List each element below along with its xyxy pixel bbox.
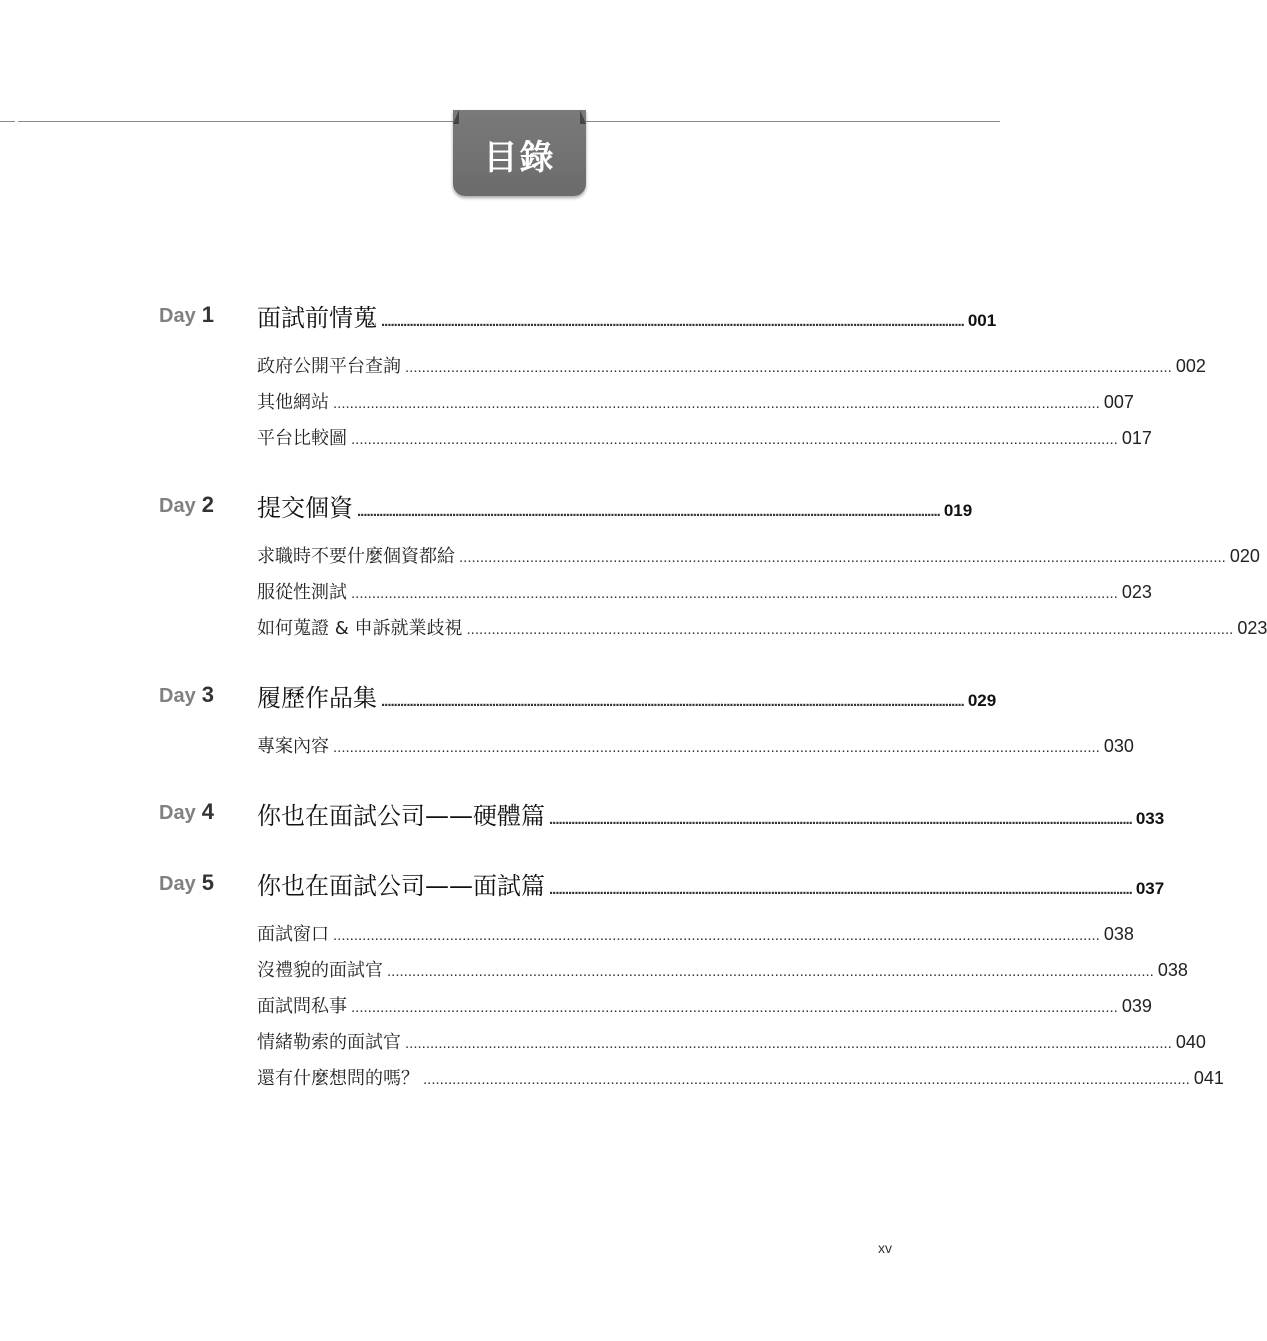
page-title: 目錄 <box>483 137 556 178</box>
toc-chapter-entry[interactable]: 你也在面試公司——面試篇 ........................................................................................................................................................................................ 037 <box>257 872 1165 900</box>
toc-section-entry[interactable]: 面試問私事 ........................................................................................................................................................................................ 039 <box>257 996 1152 1017</box>
toc-section-entry[interactable]: 專案內容 ........................................................................................................................................................................................ 030 <box>257 736 1134 757</box>
page-number: xv <box>878 1240 892 1256</box>
day-label-3: Day 3 <box>159 682 214 707</box>
toc-chapter-entry[interactable]: 履歷作品集 ........................................................................................................................................................................................ 029 <box>257 684 997 712</box>
toc-section-entry[interactable]: 平台比較圖 ........................................................................................................................................................................................ 017 <box>257 428 1152 449</box>
header-rule-middle <box>18 121 458 122</box>
header-rule-left <box>0 121 15 122</box>
day-label-5: Day 5 <box>159 870 214 895</box>
day-label-2: Day 2 <box>159 492 214 517</box>
toc-section-entry[interactable]: 政府公開平台查詢 ........................................................................................................................................................................................ 002 <box>257 356 1206 377</box>
toc-section-entry[interactable]: 如何蒐證 & 申訴就業歧視 ........................................................................................................................................................................................ 023 <box>257 618 1267 639</box>
toc-section-entry[interactable]: 求職時不要什麼個資都給 ........................................................................................................................................................................................ 020 <box>257 546 1260 567</box>
day-label-4: Day 4 <box>159 799 214 824</box>
header-rule-right <box>582 121 1000 122</box>
toc-section-entry[interactable]: 情緒勒索的面試官 ........................................................................................................................................................................................ 040 <box>257 1032 1206 1053</box>
toc-section-entry[interactable]: 還有什麼想問的嗎？ ........................................................................................................................................................................................ 041 <box>257 1068 1224 1089</box>
toc-section-entry[interactable]: 沒禮貌的面試官 ........................................................................................................................................................................................ 038 <box>257 960 1188 981</box>
toc-section-entry[interactable]: 面試窗口 ........................................................................................................................................................................................ 038 <box>257 924 1134 945</box>
toc-chapter-entry[interactable]: 面試前情蒐 ........................................................................................................................................................................................ 001 <box>257 304 997 332</box>
day-label-1: Day 1 <box>159 302 214 327</box>
title-tab <box>453 110 586 196</box>
toc-section-entry[interactable]: 服從性測試 ........................................................................................................................................................................................ 023 <box>257 582 1152 603</box>
toc-chapter-entry[interactable]: 提交個資 ........................................................................................................................................................................................ 019 <box>257 494 973 522</box>
toc-section-entry[interactable]: 其他網站 ........................................................................................................................................................................................ 007 <box>257 392 1134 413</box>
toc-chapter-entry[interactable]: 你也在面試公司——硬體篇 ........................................................................................................................................................................................ 033 <box>257 802 1165 830</box>
